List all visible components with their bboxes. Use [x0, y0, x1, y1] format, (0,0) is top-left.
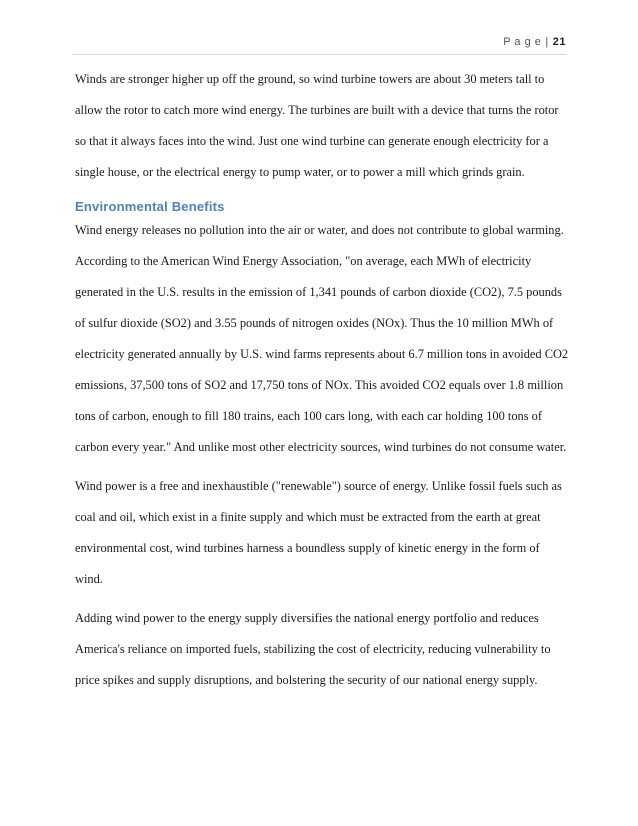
document-body	[75, 64, 570, 696]
page-number: 21	[552, 36, 566, 48]
emissions-paragraph: Wind energy releases no pollution into the air or water, and does not contribute to global warming. According to the American Wind Energy Association, "on average, each MWh of electricity generated in the U.S. results in the emission of 1,341 pounds of carbon dioxide (CO2), 7.5 pounds of sulfur dioxide (SO2) and 3.55 pounds of nitrogen oxides (NOx). Thus the 10 million MWh of electricity generated annually by U.S. wind farms represents about 6.7 million tons in avoided CO2 emissions, 37,500 tons of SO2 and 17,750 tons of NOx. This avoided CO2 equals over 1.8 million tons of carbon, enough to fill 180 trains, each 100 cars long, with each car holding 100 tons of carbon every year." And unlike most other electricity sources, wind turbines do not consume water.	[75, 223, 569, 454]
intro-paragraph: Winds are stronger higher up off the ground, so wind turbine towers are about 30 meters tall to allow the rotor to catch more wind energy. The turbines are built with a device that turns the rotor so that it always faces into the wind. Just one wind turbine can generate enough electricity for a single house, or the electrical energy to pump water, or to power a mill which grinds grain.	[75, 72, 559, 179]
page-label: P a g e	[503, 36, 542, 48]
section-heading: Environmental Benefits	[75, 199, 225, 214]
page-separator: |	[545, 36, 549, 48]
energy-security-paragraph: Adding wind power to the energy supply diversifies the national energy portfolio and reduces America's reliance on imported fuels, stabilizing the cost of electricity, reducing vulnerability to price spikes and supply disruptions, and bolstering the security of our national energy supply.	[75, 611, 551, 687]
renewable-paragraph: Wind power is a free and inexhaustible ("renewable") source of energy. Unlike fossil fuels such as coal and oil, which exist in a finite supply and which must be extracted from the earth at great environmental cost, wind turbines harness a boundless supply of kinetic energy in the form of wind.	[75, 479, 562, 586]
page-header	[72, 36, 566, 55]
